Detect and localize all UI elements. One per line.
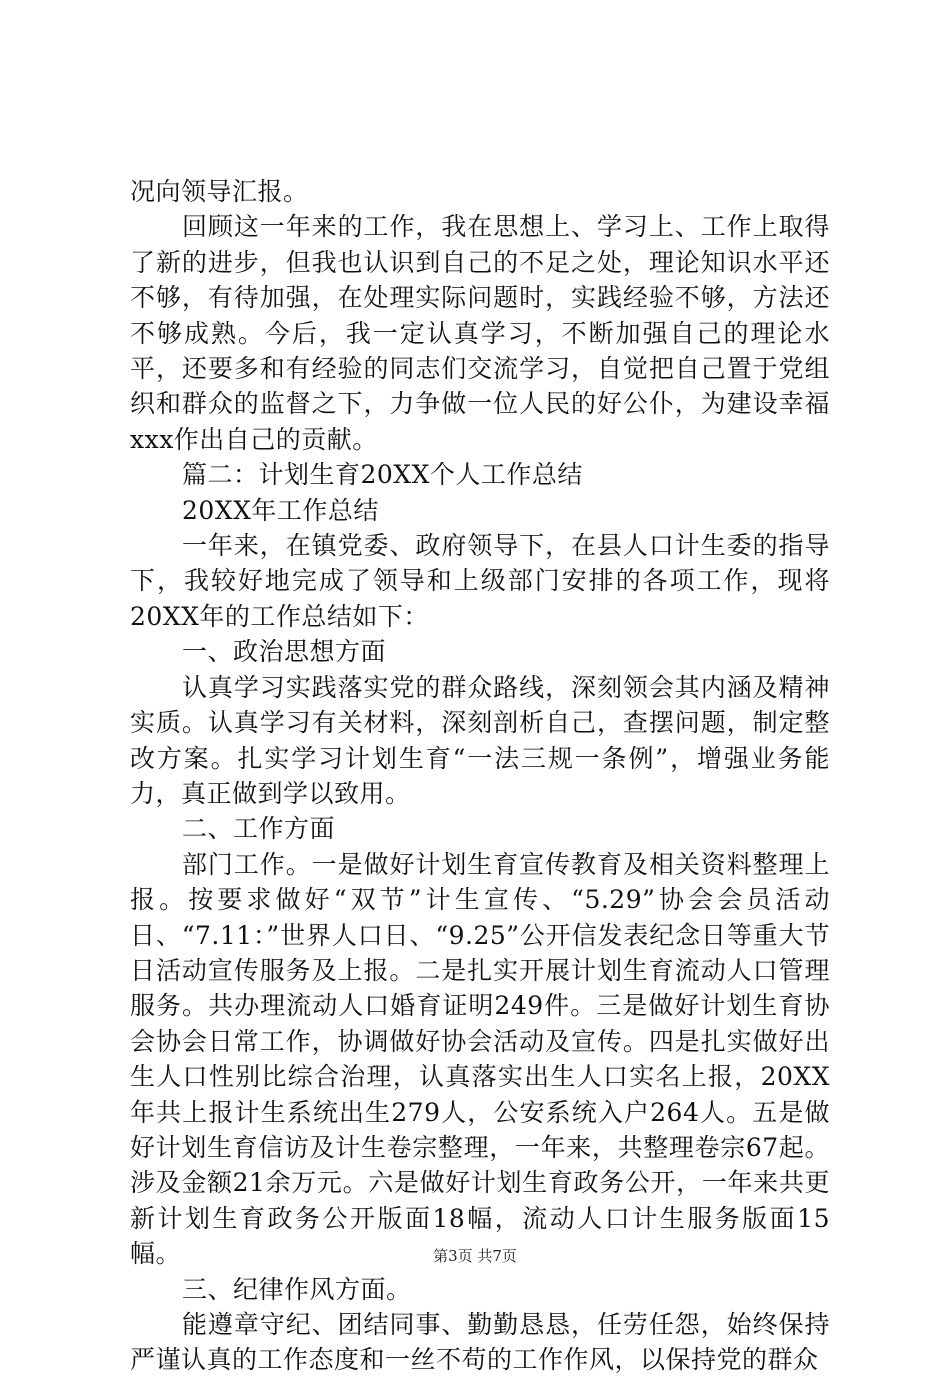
section-heading: 三、纪律作风方面。 (182, 1274, 412, 1304)
paragraph: 认真学习实践落实党的群众路线，深刻领会其内涵及精神实质。认真学习有关材料，深刻剖析自己，查摆问题，制定整改方案。扎实学习计划生育“一法三规一条例”，增强业务能力，真正做到学以致用。 (130, 672, 830, 808)
section-heading: 20XX年工作总结 (182, 495, 379, 525)
page-footer: 第3页 共7页 (433, 1247, 517, 1265)
section-heading: 篇二：计划生育20XX个人工作总结 (182, 460, 583, 490)
body-text (130, 174, 830, 1378)
paragraph: 回顾这一年来的工作，我在思想上、学习上、工作上取得了新的进步，但我也认识到自己的不足之处，理论知识水平还不够，有待加强，在处理实际问题时，实践经验不够，方法还不够成熟。今后，我一定认真学习，不断加强自己的理论水平，还要多和有经验的同志们交流学习，自觉把自己置于党组织和群众的监督之下，力争做一位人民的好公仆，为建设幸福xxx作出自己的贡献。 (130, 212, 830, 454)
paragraph: 部门工作。一是做好计划生育宣传教育及相关资料整理上报。按要求做好“双节”计生宣传、“5.29”协会会员活动日、“7.11：”世界人口日、“9.25”公开信发表纪念日等重大节日活动宣传服务及上报。二是扎实开展计划生育流动人口管理服务。共办理流动人口婚育证明249件。三是做好计划生育协会协会日常工作，协调做好协会活动及宣传。四是扎实做好出生人口性别比综合治理，认真落实出生人口实名上报，20XX年共上报计生系统出生279人，公安系统入户264人。五是做好计划生育信访及计生卷宗整理，一年来，共整理卷宗67起。涉及金额21余万元。六是做好计划生育政务公开，一年来共更新计划生育政务公开版面18幅，流动人口计生服务版面15幅。 (130, 849, 830, 1269)
paragraph: 一年来，在镇党委、政府领导下，在县人口计生委的指导下，我较好地完成了领导和上级部门安排的各项工作，现将20XX年的工作总结如下： (130, 531, 830, 631)
paragraph: 况向领导汇报。 (130, 177, 309, 206)
section-heading: 二、工作方面 (182, 814, 336, 844)
paragraph: 能遵章守纪、团结同事、勤勤恳恳，任劳任怨，始终保持严谨认真的工作态度和一丝不苟的工作作风，以保持党的群众 (130, 1310, 830, 1375)
section-heading: 一、政治思想方面 (182, 637, 387, 667)
